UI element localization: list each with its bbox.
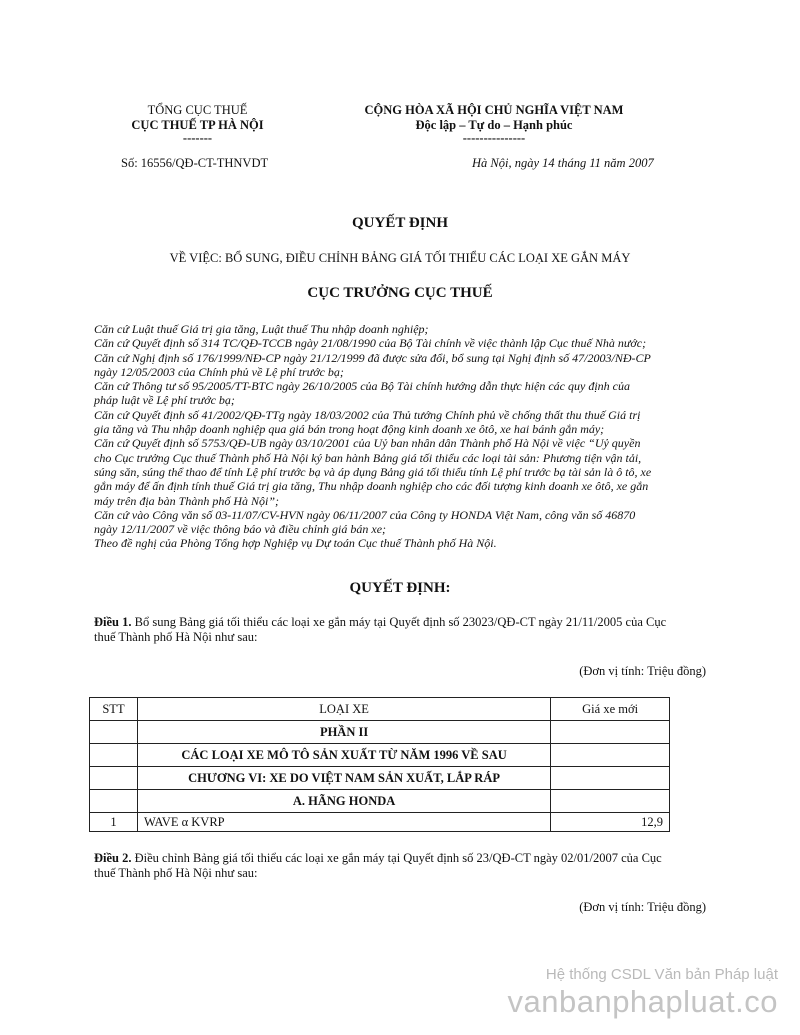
- place-date: Hà Nội, ngày 14 tháng 11 năm 2007: [472, 156, 654, 170]
- table-row: [90, 767, 670, 790]
- item-price: 12,9: [551, 813, 670, 832]
- basis-line: gắn máy để ấn định tính thuế Giá trị gia tăng, Thu nhập doanh nghiệp cho các đối tượng kinh doanh xe ôtô, xe gắn: [94, 479, 649, 494]
- item-stt: 1: [90, 813, 138, 832]
- basis-line: Căn cứ Luật thuế Giá trị gia tăng, Luật thuế Thu nhập doanh nghiệp;: [94, 322, 429, 336]
- section-title: PHẦN II: [137, 721, 550, 744]
- chapter-title: CHƯƠNG VI: XE DO VIỆT NAM SẢN XUẤT, LẮP RÁP: [137, 767, 550, 790]
- basis-line: Theo đề nghị của Phòng Tổng hợp Nghiệp vụ Dự toán Cục thuế Thành phố Hà Nội.: [94, 536, 497, 551]
- table-row: [90, 790, 670, 813]
- country-name: CỘNG HÒA XÃ HỘI CHỦ NGHĨA VIỆT NAM: [364, 103, 624, 117]
- basis-line: Căn cứ Quyết định số 41/2002/QĐ-TTg ngày 18/03/2002 của Thủ tướng Chính phủ về chống thất thu thuế Giá trị: [94, 407, 641, 422]
- basis-line: pháp luật về Lệ phí trước bạ;: [94, 393, 235, 408]
- article-2-text: Điều chỉnh Bảng giá tối thiểu các loại xe gắn máy tại Quyết định số 23/QĐ-CT ngày 02/01/2007 của Cục: [131, 851, 662, 865]
- issuer-parent: TỔNG CỤC THUẾ: [147, 103, 248, 117]
- document-title: QUYẾT ĐỊNH: [352, 215, 448, 231]
- article-2-text-cont: thuế Thành phố Hà Nội như sau:: [94, 866, 258, 880]
- table-row: [90, 813, 670, 832]
- manufacturer-title: A. HÃNG HONDA: [137, 790, 550, 813]
- item-name: WAVE α KVRP: [137, 813, 550, 832]
- basis-line: máy trên địa bàn Thành phố Hà Nội”;: [94, 493, 280, 508]
- document-subject: VỀ VIỆC: BỔ SUNG, ĐIỀU CHỈNH BẢNG GIÁ TỐI THIỂU CÁC LOẠI XE GẮN MÁY: [169, 251, 631, 265]
- basis-line: Căn cứ Quyết định số 314 TC/QĐ-TCCB ngày 21/08/1990 của Bộ Tài chính về việc thành lập Cục thuế Nhà nước;: [94, 336, 647, 351]
- header-new-price: Giá xe mới: [551, 698, 670, 721]
- article-1-unit: (Đơn vị tính: Triệu đồng): [579, 664, 706, 678]
- basis-line: ngày 12/05/2003 của Chính phủ về Lệ phí trước bạ;: [94, 364, 344, 379]
- article-2-unit: (Đơn vị tính: Triệu đồng): [579, 900, 706, 914]
- basis-line: Căn cứ Quyết định số 5753/QĐ-UB ngày 03/10/2001 của Uỷ ban nhân dân Thành phố Hà Nội về việc “Uỷ quyền: [94, 436, 641, 451]
- header-stt: STT: [90, 698, 138, 721]
- price-table: [89, 697, 670, 832]
- table-header-row: [90, 698, 670, 721]
- header-vehicle-type: LOẠI XE: [137, 698, 550, 721]
- basis-line: ngày 12/11/2007 về việc thông báo và điều chỉnh giá bán xe;: [94, 522, 387, 537]
- basis-line: Căn cứ vào Công văn số 03-11/07/CV-HVN ngày 06/11/2007 của Công ty HONDA Việt Nam, công văn số 46870: [94, 507, 636, 522]
- basis-line: Căn cứ Nghị định số 176/1999/NĐ-CP ngày 21/12/1999 đã được sửa đổi, bổ sung tại Nghị định số 47/2003/NĐ-CP: [94, 350, 651, 365]
- basis-line: gia tăng và Thu nhập doanh nghiệp qua giá bán trong hoạt động kinh doanh xe ôtô, xe hai bánh gắn máy;: [94, 422, 605, 437]
- motto-divider: ---------------: [462, 131, 526, 145]
- article-1-text-cont: thuế Thành phố Hà Nội như sau:: [94, 630, 258, 644]
- issuer-block: [110, 103, 285, 144]
- article-2: [94, 851, 734, 881]
- national-motto-block: [335, 103, 653, 144]
- decision-heading: QUYẾT ĐỊNH:: [349, 580, 451, 596]
- watermark-site: vanbanphapluat.co: [507, 984, 778, 1019]
- issuing-authority: CỤC TRƯỞNG CỤC THUẾ: [307, 285, 493, 301]
- article-1-text: Bổ sung Bảng giá tối thiểu các loại xe gắn máy tại Quyết định số 23023/QĐ-CT ngày 21/11/2005 của Cục: [131, 615, 667, 629]
- basis-line: cho Cục trưởng Cục thuế Thành phố Hà Nội ký ban hành Bảng giá tối thiểu các loại tài sản: Phương tiện vận tải,: [94, 450, 642, 465]
- table-row: [90, 744, 670, 767]
- legal-bases: [94, 322, 724, 551]
- watermark-line-1: Hệ thống CSDL Văn bản Pháp luật: [545, 966, 778, 983]
- motto: Độc lập – Tự do – Hạnh phúc: [415, 118, 573, 132]
- section-subtitle: CÁC LOẠI XE MÔ TÔ SẢN XUẤT TỪ NĂM 1996 VỀ SAU: [137, 744, 550, 767]
- article-1: [94, 615, 734, 645]
- table-row: [90, 721, 670, 744]
- document-number: Số: 16556/QĐ-CT-THNVDT: [121, 156, 269, 170]
- article-1-label: Điều 1.: [94, 615, 132, 629]
- issuer-divider: -------: [182, 131, 213, 145]
- basis-line: Căn cứ Thông tư số 95/2005/TT-BTC ngày 26/10/2005 của Bộ Tài chính hướng dẫn thực hiện các quy định của: [94, 379, 630, 394]
- issuer-name: CỤC THUẾ TP HÀ NỘI: [131, 118, 264, 132]
- basis-line: súng săn, súng thể thao để tính Lệ phí trước bạ và áp dụng Bảng giá tối thiểu tính Lệ phí trước bạ tài sản là ô tô, xe: [94, 464, 652, 479]
- article-2-label: Điều 2.: [94, 851, 132, 865]
